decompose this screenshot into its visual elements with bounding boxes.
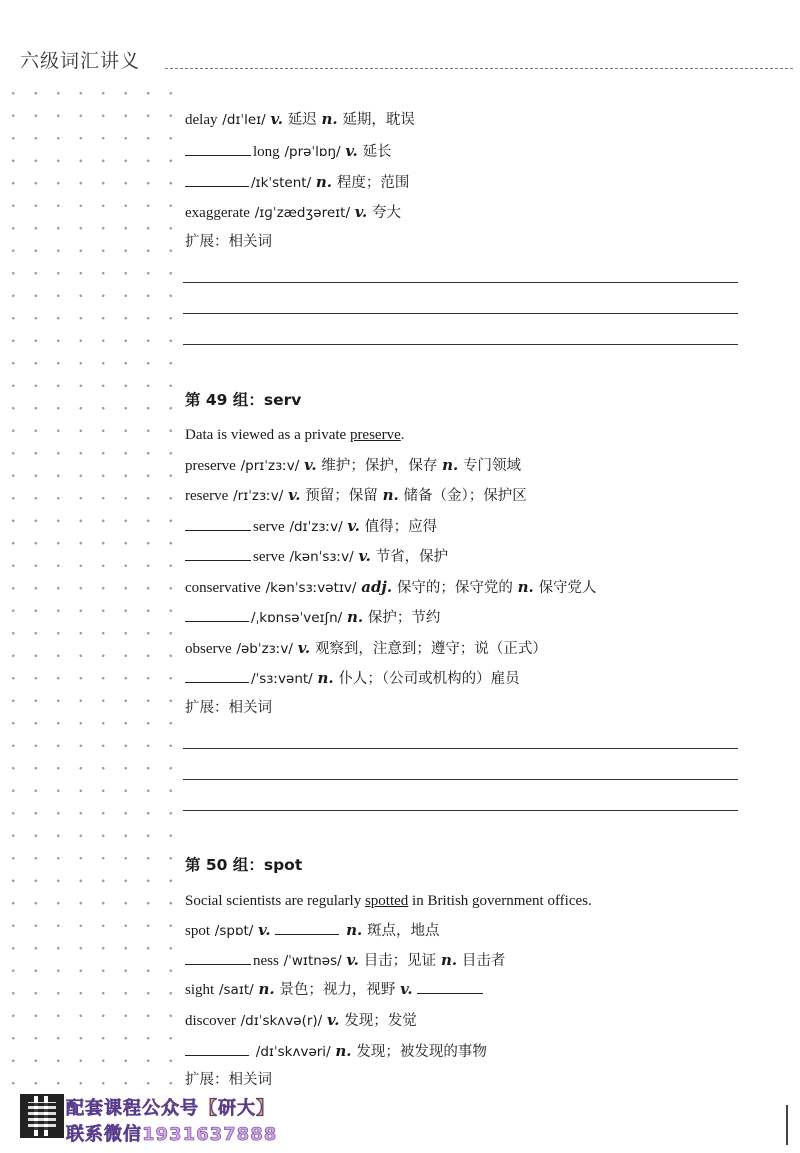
entry-ipa: /ɪkˈstent/ bbox=[251, 175, 312, 191]
entry-pos: v. bbox=[304, 456, 317, 474]
fill-blank[interactable] bbox=[185, 607, 249, 622]
entry-meaning: 景色；视力，视野 bbox=[279, 982, 396, 998]
entry-meaning: 目击；见证 bbox=[363, 953, 437, 969]
entry-conservative bbox=[185, 577, 597, 598]
writing-line[interactable] bbox=[183, 748, 738, 749]
entry-pos: n. bbox=[335, 1042, 352, 1060]
entry-suffix: serve bbox=[253, 519, 285, 535]
entry-word: exaggerate bbox=[185, 205, 250, 221]
entry-preserve bbox=[185, 455, 521, 476]
fill-blank[interactable] bbox=[275, 920, 339, 935]
entry-ipa: /saɪt/ bbox=[218, 982, 254, 998]
entry-pos: v. bbox=[400, 980, 413, 998]
entry-ipa: /dɪˈskʌvəri/ bbox=[255, 1044, 331, 1060]
entry-discover bbox=[185, 1010, 417, 1031]
dot-grid-margin bbox=[0, 80, 178, 1090]
entry-ipa: /ˌkɒnsəˈveɪʃn/ bbox=[251, 610, 343, 626]
entry-meaning: 维护；保护，保存 bbox=[321, 458, 438, 474]
entry-pos: adj. bbox=[361, 578, 393, 596]
entry-meaning: 值得；应得 bbox=[364, 519, 438, 535]
entry-meaning: 保守的；保守党的 bbox=[396, 580, 513, 596]
entry-meaning: 保护；节约 bbox=[367, 610, 441, 626]
fill-blank[interactable] bbox=[417, 979, 483, 994]
entry-word: conservative bbox=[185, 580, 261, 596]
entry-extent bbox=[185, 172, 409, 193]
writing-line[interactable] bbox=[183, 344, 738, 345]
extension-label: 扩展：相关词 bbox=[185, 234, 272, 250]
fill-blank[interactable] bbox=[185, 172, 249, 187]
page-edge-mark bbox=[786, 1105, 788, 1145]
entry-ipa: /dɪˈleɪ/ bbox=[222, 112, 266, 128]
entry-ipa: /spɒt/ bbox=[214, 923, 254, 939]
entry-prolong bbox=[185, 141, 392, 162]
entry-suffix: long bbox=[253, 144, 280, 160]
entry-ipa: /kənˈsɜːvətɪv/ bbox=[265, 580, 357, 596]
entry-pos: n. bbox=[315, 173, 333, 191]
entry-meaning: 目击者 bbox=[461, 953, 506, 969]
entry-word: preserve bbox=[185, 458, 236, 474]
watermark-contact: 联系微信1931637888 bbox=[66, 1124, 278, 1145]
fill-blank[interactable] bbox=[185, 1041, 249, 1056]
entry-witness bbox=[185, 950, 505, 971]
entry-ipa: /dɪˈskʌvə(r)/ bbox=[240, 1013, 323, 1029]
extension-label: 扩展：相关词 bbox=[185, 1072, 272, 1088]
entry-meaning: 专门领域 bbox=[463, 458, 522, 474]
entry-conserve bbox=[185, 546, 448, 567]
page-header-title: 六级词汇讲义 bbox=[20, 50, 141, 72]
writing-line[interactable] bbox=[183, 282, 738, 283]
entry-pos: n. bbox=[317, 669, 334, 687]
entry-meaning: 程度；范围 bbox=[336, 175, 410, 191]
entry-spot bbox=[185, 920, 440, 941]
writing-line[interactable] bbox=[183, 779, 738, 780]
entry-ipa: /kənˈsɜːv/ bbox=[289, 549, 354, 565]
entry-meaning: 节省，保护 bbox=[375, 549, 449, 565]
entry-ipa: /ˈwɪtnəs/ bbox=[283, 953, 342, 969]
sentence-keyword: preserve bbox=[349, 427, 401, 443]
entry-pos: n. bbox=[258, 980, 275, 998]
entry-pos: v. bbox=[288, 486, 301, 504]
entry-exaggerate bbox=[185, 202, 401, 223]
watermark-banner: 配套课程公众号【研大】 bbox=[66, 1098, 275, 1119]
entry-word: delay bbox=[185, 112, 218, 128]
entry-meaning: 夸大 bbox=[372, 205, 402, 221]
entry-ipa: /prəˈlɒŋ/ bbox=[284, 144, 341, 160]
entry-word: discover bbox=[185, 1013, 236, 1029]
entry-conservation bbox=[185, 607, 440, 628]
entry-ipa: /prɪˈzɜːv/ bbox=[240, 458, 300, 474]
entry-pos: n. bbox=[517, 578, 534, 596]
entry-pos: n. bbox=[440, 951, 458, 969]
entry-pos: n. bbox=[382, 486, 399, 504]
example-sentence bbox=[185, 424, 405, 445]
entry-servant bbox=[185, 668, 520, 689]
entry-pos: n. bbox=[321, 110, 338, 128]
entry-meaning: 发现；被发现的事物 bbox=[356, 1044, 487, 1060]
entry-meaning: 储备（金）；保护区 bbox=[403, 488, 527, 504]
group-heading: 第 50 组：spot bbox=[185, 856, 303, 874]
entry-reserve bbox=[185, 485, 527, 506]
fill-blank[interactable] bbox=[185, 516, 251, 531]
entry-meaning: 保守党人 bbox=[538, 580, 597, 596]
entry-meaning: 仆人；（公司或机构的）雇员 bbox=[338, 671, 520, 687]
entry-discovery bbox=[185, 1041, 487, 1062]
writing-line[interactable] bbox=[183, 810, 738, 811]
entry-pos: v. bbox=[258, 921, 271, 939]
sentence-text: Social scientists are regularly bbox=[185, 893, 365, 909]
entry-word: spot bbox=[185, 923, 211, 939]
entry-suffix: serve bbox=[253, 549, 285, 565]
entry-pos: v. bbox=[270, 110, 283, 128]
entry-observe bbox=[185, 638, 547, 659]
entry-sight bbox=[185, 979, 485, 1000]
entry-suffix: ness bbox=[253, 953, 279, 969]
entry-delay bbox=[185, 109, 415, 130]
entry-pos: v. bbox=[297, 639, 311, 657]
entry-ipa: /dɪˈzɜːv/ bbox=[289, 519, 343, 535]
entry-pos: v. bbox=[354, 203, 368, 221]
sentence-keyword: spotted bbox=[364, 893, 409, 909]
entry-word: observe bbox=[185, 641, 232, 657]
entry-ipa: /əbˈzɜːv/ bbox=[236, 641, 293, 657]
entry-meaning: 延迟 bbox=[287, 112, 317, 128]
fill-blank[interactable] bbox=[185, 141, 251, 156]
entry-pos: v. bbox=[358, 547, 371, 565]
entry-pos: n. bbox=[346, 921, 363, 939]
entry-meaning: 斑点，地点 bbox=[367, 923, 440, 939]
entry-ipa: /ɪɡˈzædʒəreɪt/ bbox=[254, 205, 351, 221]
entry-pos: n. bbox=[347, 608, 364, 626]
sentence-text: Data is viewed as a private bbox=[185, 427, 350, 443]
fill-blank[interactable] bbox=[185, 546, 251, 561]
entry-meaning: 延期，耽误 bbox=[342, 112, 415, 128]
entry-meaning: 预留；保留 bbox=[305, 488, 378, 504]
qr-code-icon bbox=[20, 1094, 64, 1138]
entry-meaning: 延长 bbox=[362, 144, 392, 160]
entry-pos: v. bbox=[345, 142, 358, 160]
entry-pos: v. bbox=[347, 517, 360, 535]
header-divider bbox=[165, 68, 793, 69]
example-sentence bbox=[185, 890, 592, 911]
entry-ipa: /rɪˈzɜːv/ bbox=[233, 488, 284, 504]
entry-pos: v. bbox=[346, 951, 359, 969]
entry-word: reserve bbox=[185, 488, 229, 504]
writing-line[interactable] bbox=[183, 313, 738, 314]
entry-deserve bbox=[185, 516, 437, 537]
entry-pos: n. bbox=[442, 456, 459, 474]
entry-ipa: /ˈsɜːvənt/ bbox=[251, 671, 313, 687]
entry-meaning: 观察到，注意到；遵守；说（正式） bbox=[314, 641, 547, 657]
group-heading: 第 49 组：serv bbox=[185, 391, 302, 409]
fill-blank[interactable] bbox=[185, 668, 249, 683]
fill-blank[interactable] bbox=[185, 950, 251, 965]
sentence-text: . bbox=[400, 427, 405, 443]
entry-meaning: 发现；发觉 bbox=[344, 1013, 417, 1029]
entry-word: sight bbox=[185, 982, 215, 998]
extension-label: 扩展：相关词 bbox=[185, 700, 272, 716]
sentence-text: in British government offices. bbox=[408, 893, 592, 909]
entry-pos: v. bbox=[327, 1011, 340, 1029]
